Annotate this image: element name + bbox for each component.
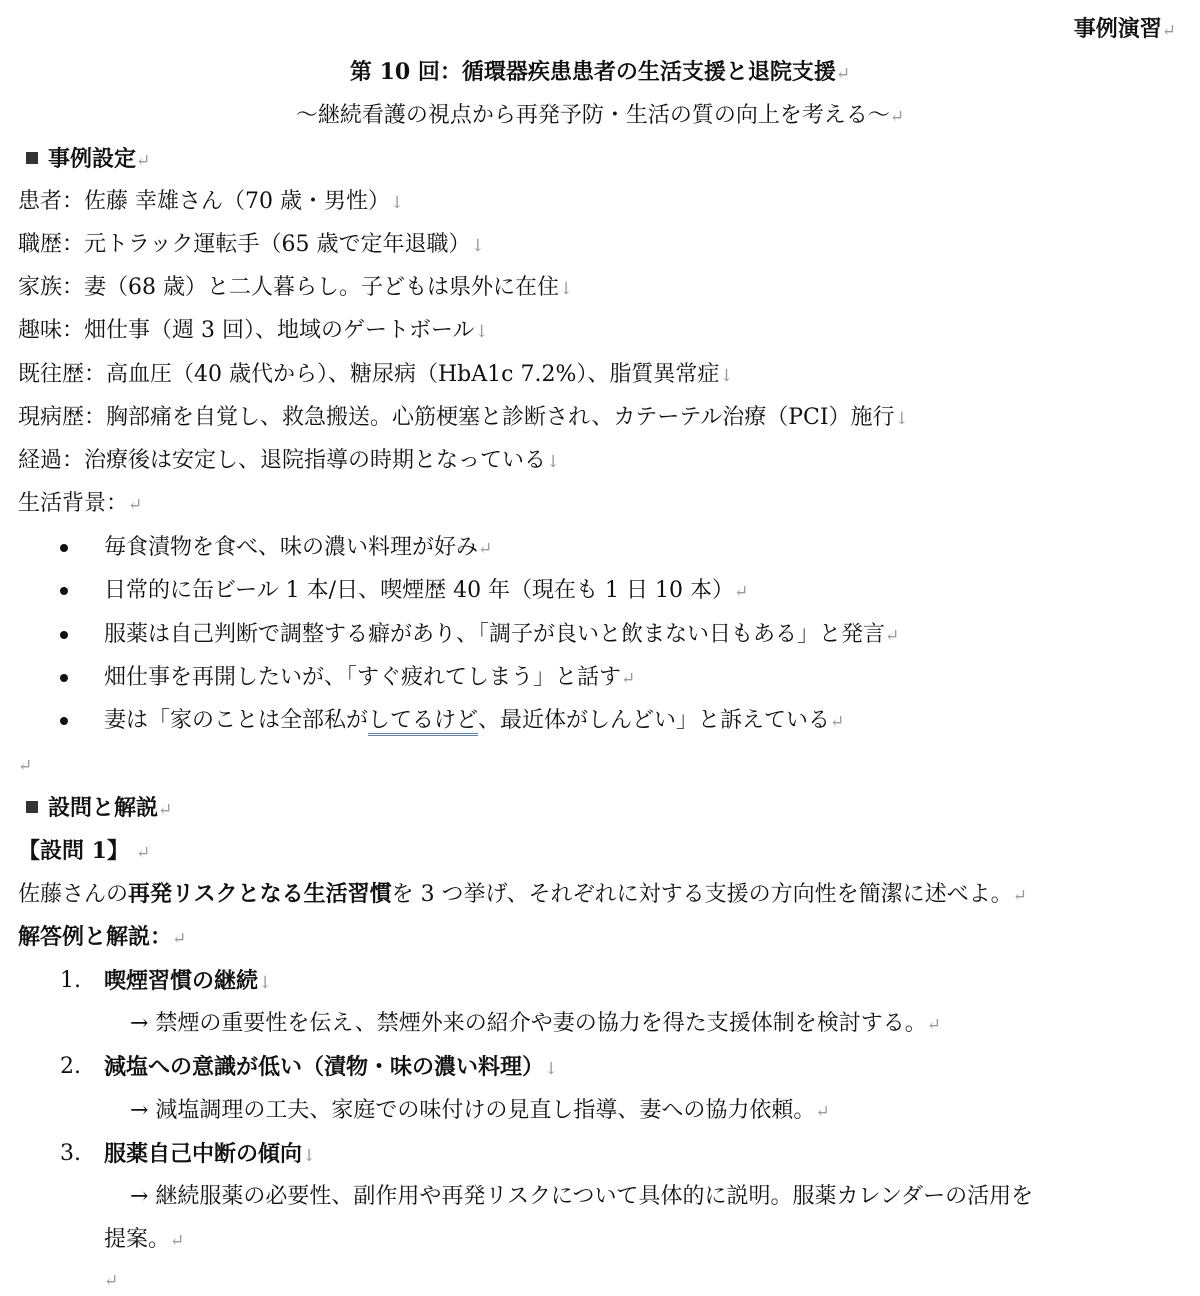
answer-detail-continued: 提案。↵	[104, 1227, 185, 1252]
empty-paragraph: ↵	[18, 756, 33, 776]
list-item: 畑仕事を再開したいが、「すぐ疲れてしまう」と話す↵	[104, 665, 636, 690]
case-line-history: 既往歴：高血圧（40 歳代から）、糖尿病（HbA1c 7.2%）、脂質異常症↓	[18, 362, 734, 387]
case-line-progress: 経過：治療後は安定し、退院指導の時期となっている↓	[18, 448, 561, 473]
case-section-heading: 事例設定↵	[26, 144, 150, 176]
answer-title: 減塩への意識が低い（漬物・味の濃い料理）↓	[104, 1054, 559, 1080]
square-bullet-icon	[26, 801, 38, 813]
grammar-underline[interactable]: してるけど	[368, 708, 478, 736]
case-line-patient: 患者：佐藤 幸雄さん（70 歳・男性）↓	[18, 189, 405, 214]
bullet-icon	[60, 544, 68, 552]
answer-number: 2.	[60, 1054, 81, 1079]
case-line-hobby: 趣味：畑仕事（週 3 回）、地域のゲートボール↓	[18, 318, 489, 343]
answer-detail: → 減塩調理の工夫、家庭での味付けの見直し指導、妻への協力依頼。↵	[130, 1098, 830, 1123]
header-label: 事例演習↵	[1073, 16, 1176, 42]
answer-detail: → 禁煙の重要性を伝え、禁煙外来の紹介や妻の協力を得た支援体制を検討する。↵	[130, 1011, 941, 1036]
list-item: 毎食漬物を食べ、味の濃い料理が好み↵	[104, 535, 493, 560]
bullet-icon	[60, 717, 68, 725]
question-label: 【設問 1】 ↵	[18, 838, 151, 864]
case-line-present-illness: 現病歴：胸部痛を自覚し、救急搬送。心筋梗塞と診断され、カテーテル治療（PCI）施行↓	[18, 405, 909, 430]
page-subtitle: ～継続看護の視点から再発予防・生活の質の向上を考える～↵	[295, 103, 905, 128]
answer-number: 3.	[60, 1141, 81, 1166]
case-line-background: 生活背景：↵	[18, 491, 143, 516]
answer-number: 1.	[60, 968, 81, 993]
list-item: 日常的に缶ビール 1 本/日、喫煙歴 40 年（現在も 1 日 10 本）↵	[104, 578, 749, 603]
empty-paragraph: ↵	[104, 1271, 119, 1291]
answer-detail: → 継続服薬の必要性、副作用や再発リスクについて具体的に説明。服薬カレンダーの活用を	[130, 1184, 1034, 1209]
case-line-family: 家族：妻（68 歳）と二人暮らし。子どもは県外に在住↓	[18, 275, 574, 300]
answer-title: 喫煙習慣の継続↓	[104, 968, 273, 994]
qa-section-heading: 設問と解説↵	[26, 793, 172, 825]
question-text: 佐藤さんの再発リスクとなる生活習慣を 3 つ挙げ、それぞれに対する支援の方向性を簡潔に述べよ。↵	[18, 881, 1027, 907]
list-item: 服薬は自己判断で調整する癖があり、「調子が良いと飲まない日もある」と発言↵	[104, 622, 900, 647]
page-title: 第 10 回：循環器疾患患者の生活支援と退院支援↵	[349, 59, 851, 85]
bullet-icon	[60, 587, 68, 595]
case-line-career: 職歴：元トラック運転手（65 歳で定年退職）↓	[18, 232, 485, 257]
list-item: 妻は「家のことは全部私がしてるけど、最近体がしんどい」と訴えている↵	[104, 706, 844, 737]
bullet-icon	[60, 631, 68, 639]
answer-title: 服薬自己中断の傾向↓	[104, 1141, 317, 1167]
bullet-icon	[60, 674, 68, 682]
answer-heading: 解答例と解説：↵	[18, 924, 187, 950]
square-bullet-icon	[26, 152, 38, 164]
